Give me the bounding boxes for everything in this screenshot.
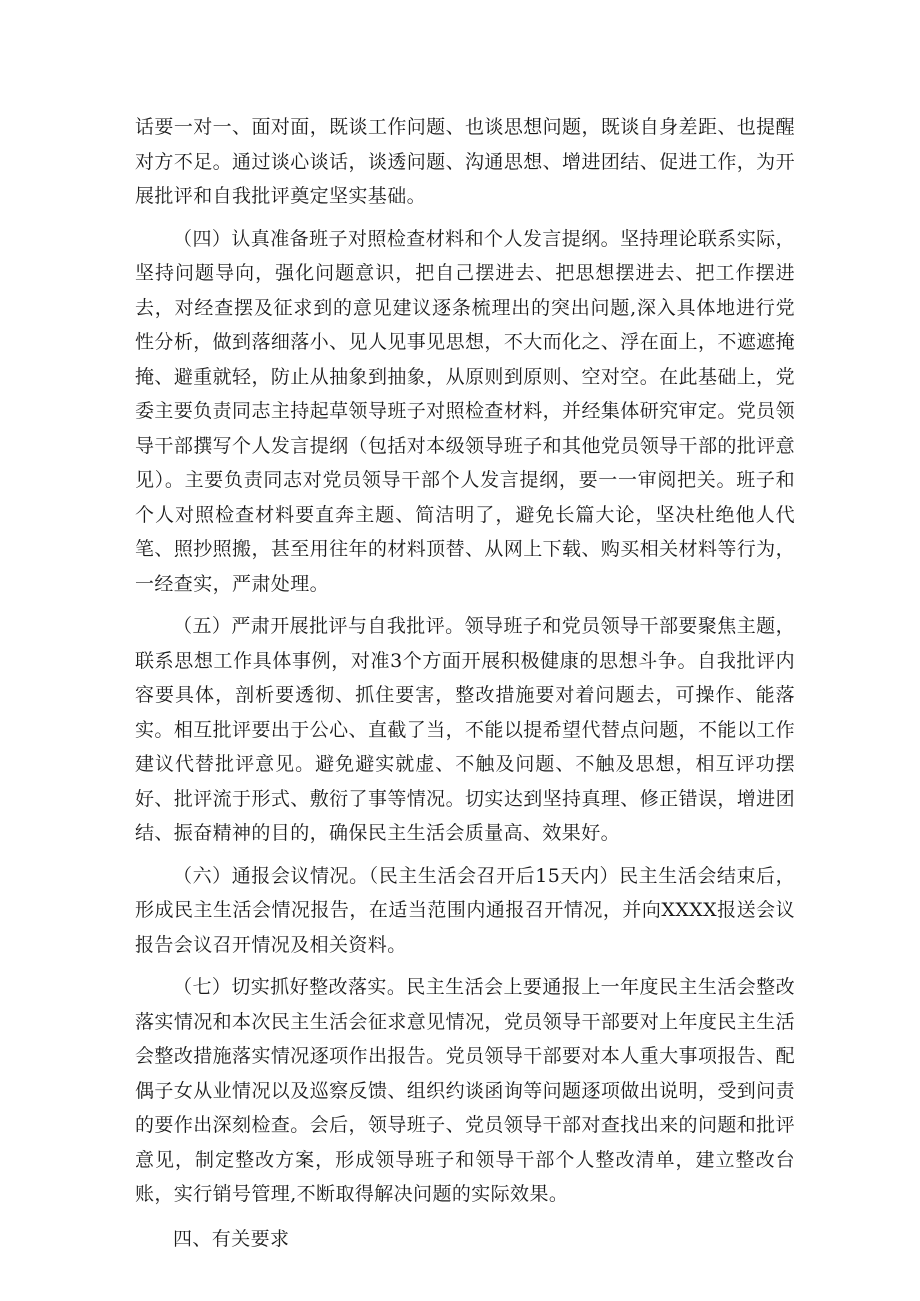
paragraph-item-6: （六）通报会议情况。（民主生活会召开后15天内）民主生活会结束后，形成民主生活会情况报告，在适当范围内通报召开情况，并向XXXX报送会议报告会议召开情况及相关资料。 [135, 864, 795, 956]
paragraph-item-4: （四）认真准备班子对照检查材料和个人发言提纲。坚持理论联系实际，坚持问题导向，强化问题意识，把自己摆进去、把思想摆进去、把工作摆进去，对经查摆及征求到的意见建议逐条梳理出的突出问题,深入具体地进行党性分析，做到落细落小、见人见事见思想，不大而化之、浮在面上，不遮遮掩掩、避重就轻，防止从抽象到抽象，从原则到原则、空对空。在此基础上，党委主要负责同志主持起草领导班子对照检查材料，并经集体研究审定。党员领导干部撰写个人发言提纲（包括对本级领导班子和其他党员领导干部的批评意见）。主要负责同志对党员领导干部个人发言提纲，要一一审阅把关。班子和个人对照检查材料要直奔主题、简洁明了，避免长篇大论，坚决杜绝他人代笔、照抄照搬，甚至用往年的材料顶替、从网上下载、购买相关材料等行为，一经查实，严肃处理。 [135, 227, 795, 595]
section-heading: 四、有关要求 [173, 1227, 290, 1250]
paragraph-item-5: （五）严肃开展批评与自我批评。领导班子和党员领导干部要聚焦主题，联系思想工作具体事例，对准3个方面开展积极健康的思想斗争。自我批评内容要具体，剖析要透彻、抓住要害，整改措施要对着问题去，可操作、能落实。相互批评要出于公心、直截了当，不能以提希望代替点问题，不能以工作建议代替批评意见。避免避实就虚、不触及问题、不触及思想，相互评功摆好、批评流于形式、敷衍了事等情况。切实达到坚持真理、修正错误，增进团结、振奋精神的目的，确保民主生活会质量高、效果好。 [135, 615, 795, 844]
paragraph-continued-talk: 话要一对一、面对面，既谈工作问题、也谈思想问题，既谈自身差距、也提醒对方不足。通过谈心谈话，谈透问题、沟通思想、增进团结、促进工作，为开展批评和自我批评奠定坚实基础。 [135, 116, 795, 207]
paragraph-item-7: （七）切实抓好整改落实。民主生活会上要通报上一年度民主生活会整改落实情况和本次民主生活会征求意见情况，党员领导干部要对上年度民主生活会整改措施落实情况逐项作出报告。党员领导干部要对本人重大事项报告、配偶子女从业情况以及巡察反馈、组织约谈函询等问题逐项做出说明，受到问责的要作出深刻检查。会后，领导班子、党员领导干部对查找出来的问题和批评意见，制定整改方案，形成领导班子和领导干部个人整改清单，建立整改台账，实行销号管理,不断取得解决问题的实际效果。 [135, 976, 795, 1205]
document-body [135, 110, 795, 1256]
